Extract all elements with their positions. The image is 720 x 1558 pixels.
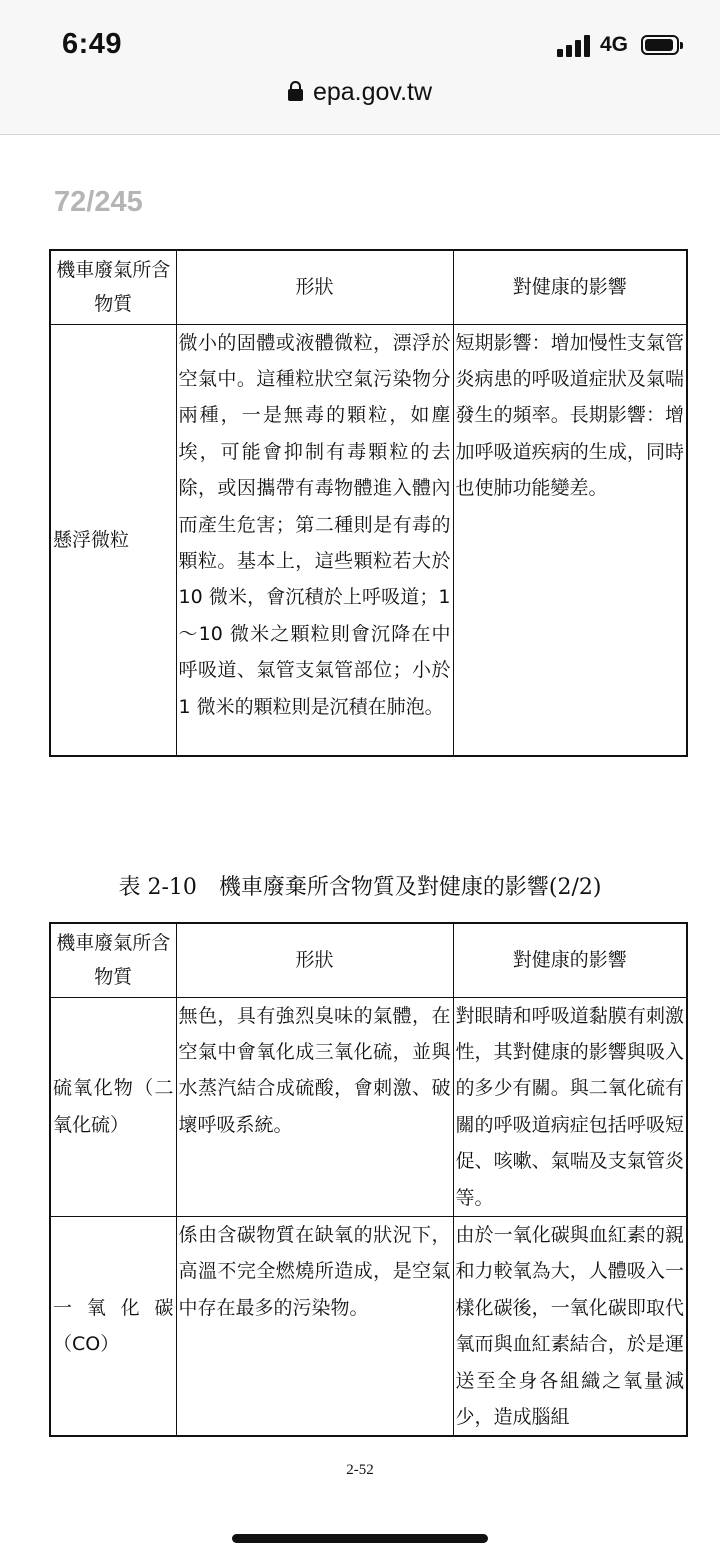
battery-icon (641, 35, 679, 55)
cell-shape: 微小的固體或液體微粒，漂浮於空氣中。這種粒狀空氣污染物分兩種，一是無毒的顆粒，如塵埃，可能會抑制有毒顆粒的去除，或因攜帶有毒物體進入體內而產生危害；第二種則是有毒的顆粒。基本上，這些顆粒若大於 10 微米，會沉積於上呼吸道；1～10 微米之顆粒則會沉降在中呼吸道、氣管支氣管部位；小於 1 微米的顆粒則是沉積在肺泡。 (176, 324, 453, 756)
cell-substance: 硫氧化物（二氧化硫） (50, 997, 176, 1216)
table-row (50, 997, 687, 1216)
cell-substance: 懸浮微粒 (50, 324, 176, 756)
cellular-signal-icon (557, 35, 593, 57)
health-effects-table-1 (49, 249, 688, 757)
network-type: 4G (600, 33, 629, 56)
cell-health: 短期影響：增加慢性支氣管炎病患的呼吸道症狀及氣喘發生的頻率。長期影響：增加呼吸道疾病的生成，同時也使肺功能變差。 (453, 324, 687, 756)
cell-health: 對眼睛和呼吸道黏膜有刺激性，其對健康的影響與吸入的多少有關。與二氧化硫有關的呼吸道病症包括呼吸短促、咳嗽、氣喘及支氣管炎等。 (453, 997, 687, 1216)
url-text: epa.gov.tw (312, 78, 433, 106)
header-health: 對健康的影響 (453, 250, 687, 324)
table-row (50, 324, 687, 756)
home-indicator[interactable] (232, 1534, 488, 1543)
status-time: 6:49 (62, 28, 123, 60)
cell-shape: 無色，具有強烈臭味的氣體，在空氣中會氧化成三氧化硫，並與水蒸汽結合成硫酸，會刺激、破壞呼吸系統。 (176, 997, 453, 1216)
cell-substance: 一氧化碳（CO） (50, 1216, 176, 1436)
lock-icon (288, 81, 303, 101)
header-shape: 形狀 (176, 923, 453, 997)
table-caption: 表 2-10 機車廢棄所含物質及對健康的影響(2/2) (118, 875, 602, 900)
page-number: 2-52 (346, 1462, 374, 1478)
status-bar (0, 0, 720, 135)
header-substance: 機車廢氣所含物質 (50, 250, 176, 324)
page-counter: 72/245 (54, 186, 143, 218)
table-row (50, 1216, 687, 1436)
cell-shape: 係由含碳物質在缺氧的狀況下，高溫不完全燃燒所造成，是空氣中存在最多的污染物。 (176, 1216, 453, 1436)
header-health: 對健康的影響 (453, 923, 687, 997)
header-substance: 機車廢氣所含物質 (50, 923, 176, 997)
address-bar[interactable] (0, 78, 720, 107)
health-effects-table-2 (49, 922, 688, 1437)
header-shape: 形狀 (176, 250, 453, 324)
cell-health: 由於一氧化碳與血紅素的親和力較氧為大，人體吸入一樣化碳後，一氧化碳即取代氧而與血紅素結合，於是運送至全身各組織之氧量減少，造成腦組 (453, 1216, 687, 1436)
